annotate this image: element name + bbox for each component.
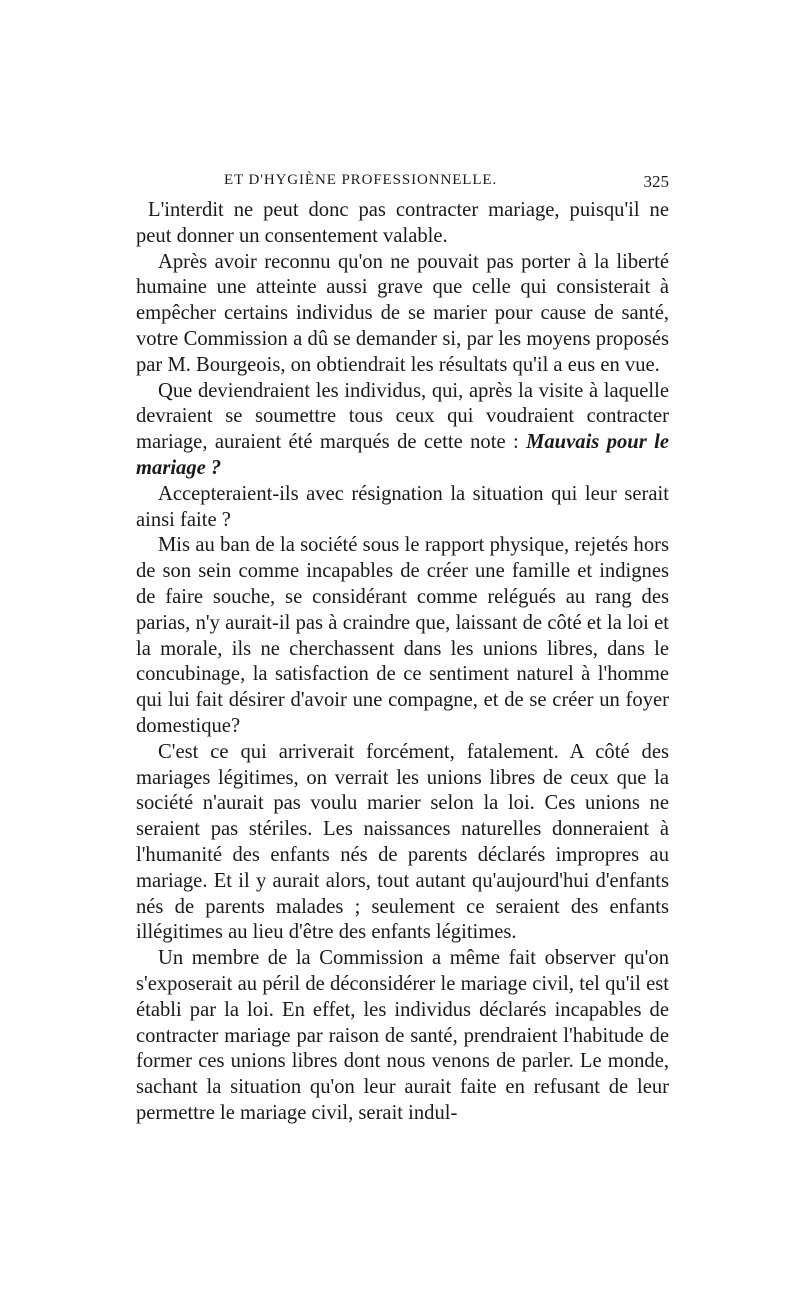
page-number: 325 xyxy=(643,172,669,191)
book-page xyxy=(136,172,669,1127)
paragraph-7 xyxy=(136,946,669,1127)
paragraph-2 xyxy=(136,250,669,379)
running-header xyxy=(136,172,669,198)
paragraph-text: C'est ce qui arriverait forcément, fatalement. A côté des mariages légitimes, on verrait les unions libres de ceux que la société n'aurait pas voulu marier selon la loi. Ces unions ne seraient pas stériles. Les naissances naturelles donneraient à l'humanité des enfants nés de parents déclarés impropres au mariage. Et il y aurait alors, tout autant qu'aujourd'hui d'enfants nés de parents malades ; seulement ce seraient des enfants illégitimes au lieu d'être des enfants légitimes. xyxy=(136,740,669,944)
paragraph-text: Un membre de la Commission a même fait observer qu'on s'exposerait au péril de déconsidérer le mariage civil, tel qu'il est établi par la loi. En effet, les individus déclarés incapables de contracter mariage par raison de santé, prendraient l'habitude de former ces unions libres dont nous venons de parler. Le monde, sachant la situation qu'on leur aurait faite en refusant de leur permettre le mariage civil, serait indul- xyxy=(136,947,669,1124)
paragraph-4 xyxy=(136,482,669,534)
running-title: ET D'HYGIÈNE PROFESSIONNELLE. xyxy=(224,172,498,188)
paragraph-3 xyxy=(136,379,669,482)
paragraph-text: Accepteraient-ils avec résignation la situation qui leur serait ainsi faite ? xyxy=(136,482,669,531)
paragraph-5 xyxy=(136,533,669,739)
paragraph-text: Mis au ban de la société sous le rapport physique, rejetés hors de son sein comme incapables de créer une famille et indignes de faire souche, se considérant comme relégués au rang des parias, n'y aurait-il pas à craindre que, laissant de côté et la loi et la morale, ils ne cherchassent dans les unions libres, dans le concubinage, la satisfaction de ce sentiment naturel à l'homme qui lui fait désirer d'avoir une compagne, et de se créer un foyer domestique? xyxy=(136,534,669,737)
italic-emphasis: Mauvais pour le mariage ? xyxy=(136,431,669,479)
paragraph-text: L'interdit ne peut donc pas contracter mariage, puisqu'il ne peut donner un consentement valable. xyxy=(136,199,669,247)
body-text xyxy=(136,198,669,1127)
paragraph-text: Que deviendraient les individus, qui, après la visite à laquelle devraient se soumettre tous ceux qui voudraient contracter mariage, auraient été marqués de cette note : xyxy=(136,379,669,454)
paragraph-text: Après avoir reconnu qu'on ne pouvait pas porter à la liberté humaine une atteinte aussi grave que celle qui consisterait à empêcher certains individus de se marier pour cause de santé, votre Commission a dû se demander si, par les moyens proposés par M. Bourgeois, on obtiendrait les résultats qu'il a eus en vue. xyxy=(136,250,669,376)
paragraph-6 xyxy=(136,740,669,946)
paragraph-1 xyxy=(136,198,669,250)
